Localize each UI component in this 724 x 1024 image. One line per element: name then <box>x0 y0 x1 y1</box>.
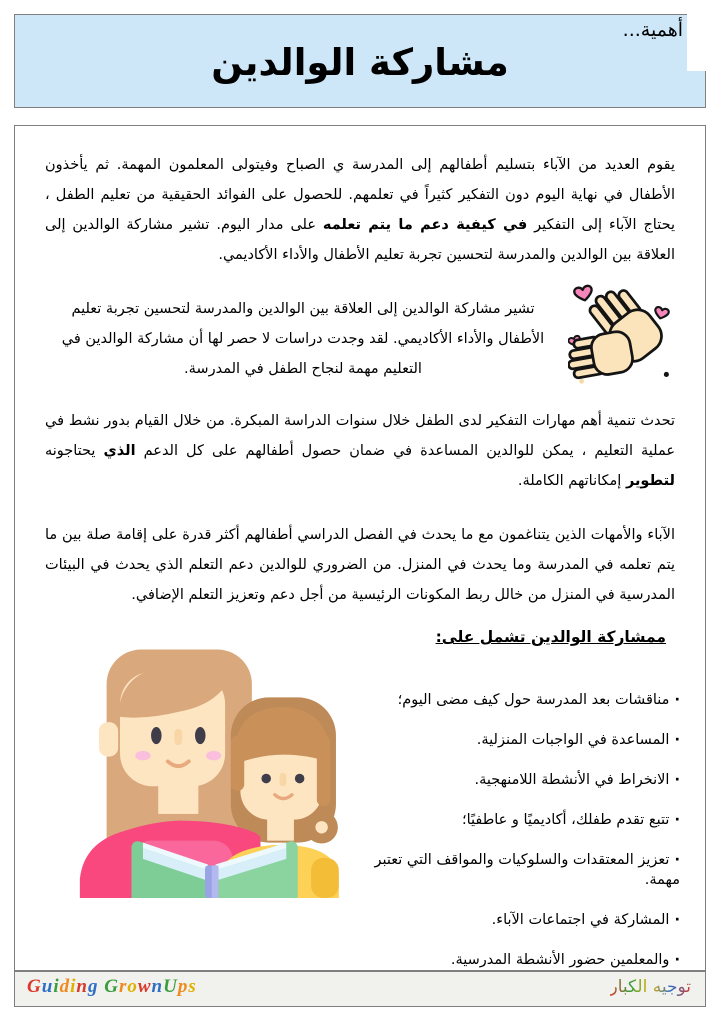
list-item: · الانخراط في الأنشطة اللامنهجية. <box>474 772 680 788</box>
main-content-box <box>14 125 706 971</box>
clapping-hands-icon <box>568 280 680 396</box>
footer-bar <box>14 971 706 1007</box>
brand-logo-arabic: توجيه الكبار <box>609 977 691 997</box>
brand-logo-english: Guiding GrownUps <box>27 976 197 997</box>
paragraph-2-row <box>40 284 680 396</box>
involvement-section <box>40 626 680 971</box>
header-banner <box>14 14 706 108</box>
section-heading: ممشاركة الوالدين تشمل على: <box>435 628 666 646</box>
involvement-list-column <box>340 626 680 971</box>
paragraph-3: تحدث تنمية أهم مهارات التفكير لدى الطفل خلال سنوات الدراسة المبكرة. من خلال القيام بدور نشط في عملية التعليم ، يمكن للوالدين المساعدة في ضمان حصول أطفالهم على كل الدعم الذي يحتاجونه لتطوير إمكاناتهم الكاملة. <box>45 413 675 489</box>
list-item: · المشاركة في اجتماعات الآباء. <box>491 912 680 928</box>
list-item: · والمعلمين حضور الأنشطة المدرسية. <box>450 952 680 968</box>
list-item: · تعزيز المعتقدات والسلوكيات والمواقف التي تعتبر مهمة. <box>374 852 680 888</box>
involvement-bullet-list <box>340 690 680 971</box>
paragraph-1: يقوم العديد من الآباء بتسليم أطفالهم إلى المدرسة ي الصباح وفيتولى المعلمون المهمة. ثم يأخذون الأطفال في نهاية اليوم دون التفكير كثيراً في تعلمهم. للحصول على الفوائد الحقيقية من تعليم الطفل ، يحتاج الآباء إلى التفكير في كيفية دعم ما يتم تعلمه على مدار اليوم. تشير مشاركة الوالدين إلى العلاقة بين الوالدين والمدرسة لتحسين تجربة تعليم الأطفال والأداء الأكاديمي. <box>45 157 675 263</box>
paragraph-2: تشير مشاركة الوالدين إلى العلاقة بين الوالدين والمدرسة لتحسين تجربة تعليم الأطفال والأداء الأكاديمي. لقد وجدت دراسات لا حصر لها أن مشاركة الوالدين في التعليم مهمة لنجاح الطفل في المدرسة. <box>61 301 545 377</box>
list-item: · تتبع تقدم طفلك، أكاديميًا و عاطفيًا؛ <box>461 812 680 828</box>
header-tag: أهمية... <box>622 19 683 41</box>
mother-child-reading-illustration <box>72 640 340 902</box>
paragraph-4: الآباء والأمهات الذين يتناغمون مع ما يحدث في الفصل الدراسي أطفالهم أكثر قدرة على إقامة صلة بين ما يتم تعلمه في المدرسة وما يحدث في المنزل. من الضروري للوالدين دعم التعلم الذي يحدث في البيئات المدرسية في المنزل من خالل ربط المكونات الرئيسية من أجل دعم وتعزيز التعلم الإضافي. <box>45 527 675 603</box>
list-item: · المساعدة في الواجبات المنزلية. <box>476 732 680 748</box>
list-item: · مناقشات بعد المدرسة حول كيف مضى اليوم؛ <box>397 692 680 708</box>
page-title: مشاركة الوالدين <box>211 41 509 84</box>
